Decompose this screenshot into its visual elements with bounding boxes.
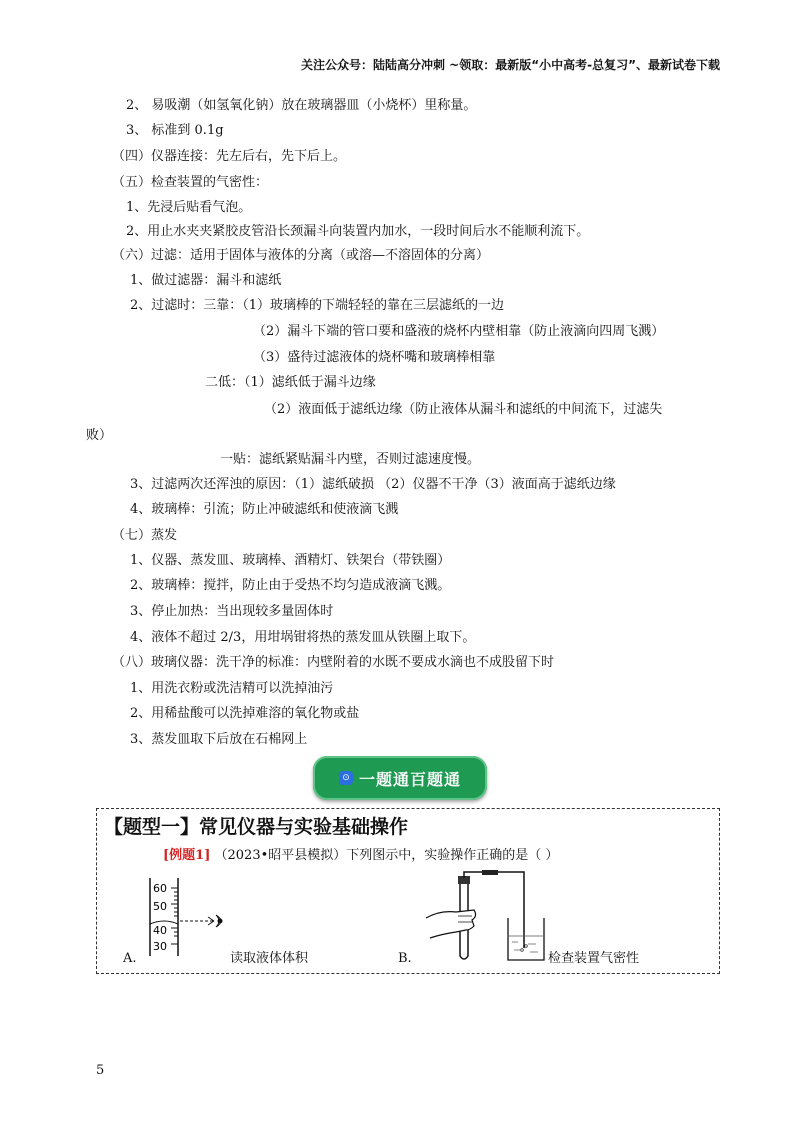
text-line: 1、仪器、蒸发皿、玻璃棒、酒精灯、铁架台（带铁圈） (130, 553, 451, 568)
cylinder-tick-label: 40 (153, 924, 167, 937)
text-line: （八）玻璃仪器：洗干净的标准：内壁附着的水既不要成水滴也不成股留下时 (112, 655, 555, 670)
text-line: （2）液面低于滤纸边缘（防止液体从漏斗和滤纸的中间流下，过滤失 (264, 402, 663, 417)
example-tag: [例题1] (163, 848, 211, 863)
option-b-caption: 检查装置气密性 (548, 951, 640, 966)
text-line: （六）过滤：适用于固体与液体的分离（或溶—不溶固体的分离） (112, 248, 490, 263)
option-a-caption: 读取液体体积 (230, 951, 309, 966)
text-line: 2、玻璃棒：搅拌，防止由于受热不均匀造成液滴飞溅。 (130, 578, 451, 593)
option-a-letter: A. (123, 951, 137, 966)
text-line: （2）漏斗下端的管口要和盛液的烧杯内壁相靠（防止液滴向四周飞溅） (253, 324, 665, 339)
text-line: 1、做过滤器：漏斗和滤纸 (130, 273, 282, 288)
section-title: 【题型一】常见仪器与实验基础操作 (104, 816, 409, 838)
text-line: 2、过滤时：三靠：（1）玻璃棒的下端轻轻的靠在三层滤纸的一边 (130, 298, 505, 313)
text-line: 3、停止加热：当出现较多量固体时 (130, 604, 334, 619)
banner-label: 一题通百题通 (358, 769, 461, 789)
text-line: 3、蒸发皿取下后放在石棉网上 (130, 732, 308, 747)
cylinder-tick-label: 50 (153, 900, 167, 913)
text-line: 2、用稀盐酸可以洗掉难溶的氧化物或盐 (130, 706, 360, 721)
example-question: （2023•昭平县模拟）下列图示中，实验操作正确的是（ ） (214, 848, 559, 863)
text-line: 3、过滤两次还浑浊的原因：（1）滤纸破损 （2）仪器不干净（3）液面高于滤纸边缘 (130, 477, 616, 492)
text-line: 4、液体不超过 2/3，用坩埚钳将热的蒸发皿从铁圈上取下。 (130, 630, 476, 645)
text-line: 1、用洗衣粉或洗洁精可以洗掉油污 (130, 681, 334, 696)
target-icon: ⊙ (339, 771, 353, 785)
text-line: 4、玻璃棒：引流；防止冲破滤纸和使液滴飞溅 (130, 502, 399, 517)
text-line: 2、用止水夹夹紧胶皮管沿长颈漏斗向装置内加水，一段时间后水不能顺利流下。 (126, 224, 590, 239)
page-number: 5 (96, 1063, 105, 1078)
text-line: 1、先浸后贴看气泡。 (126, 200, 252, 215)
text-line: （四）仪器连接：先左后右，先下后上。 (112, 149, 347, 164)
text-line: （七）蒸发 (112, 528, 178, 543)
text-line: 2、 易吸潮（如氢氧化钠）放在玻璃器皿（小烧杯）里称量。 (126, 98, 477, 113)
cylinder-tick-label: 60 (153, 882, 167, 895)
text-line: 一贴：滤纸紧贴漏斗内壁，否则过滤速度慢。 (220, 452, 481, 467)
cylinder-tick-label: 30 (153, 940, 167, 953)
text-line: （五）检查装置的气密性： (112, 175, 269, 190)
option-b-letter: B. (398, 951, 412, 966)
page-header: 关注公众号：陆陆高分冲刺 ~领取：最新版“小中高考-总复习”、最新试卷下载 (301, 58, 720, 72)
section-banner (313, 756, 487, 800)
text-line: 败） (86, 428, 113, 443)
airtightness-figure (420, 870, 550, 966)
text-line: （3）盛待过滤液体的烧杯嘴和玻璃棒相靠 (253, 350, 496, 365)
example-line (163, 848, 558, 864)
text-line: 二低：（1）滤纸低于漏斗边缘 (205, 375, 376, 390)
cylinder-figure (136, 874, 236, 958)
text-line: 3、 标准到 0.1g (126, 123, 224, 138)
